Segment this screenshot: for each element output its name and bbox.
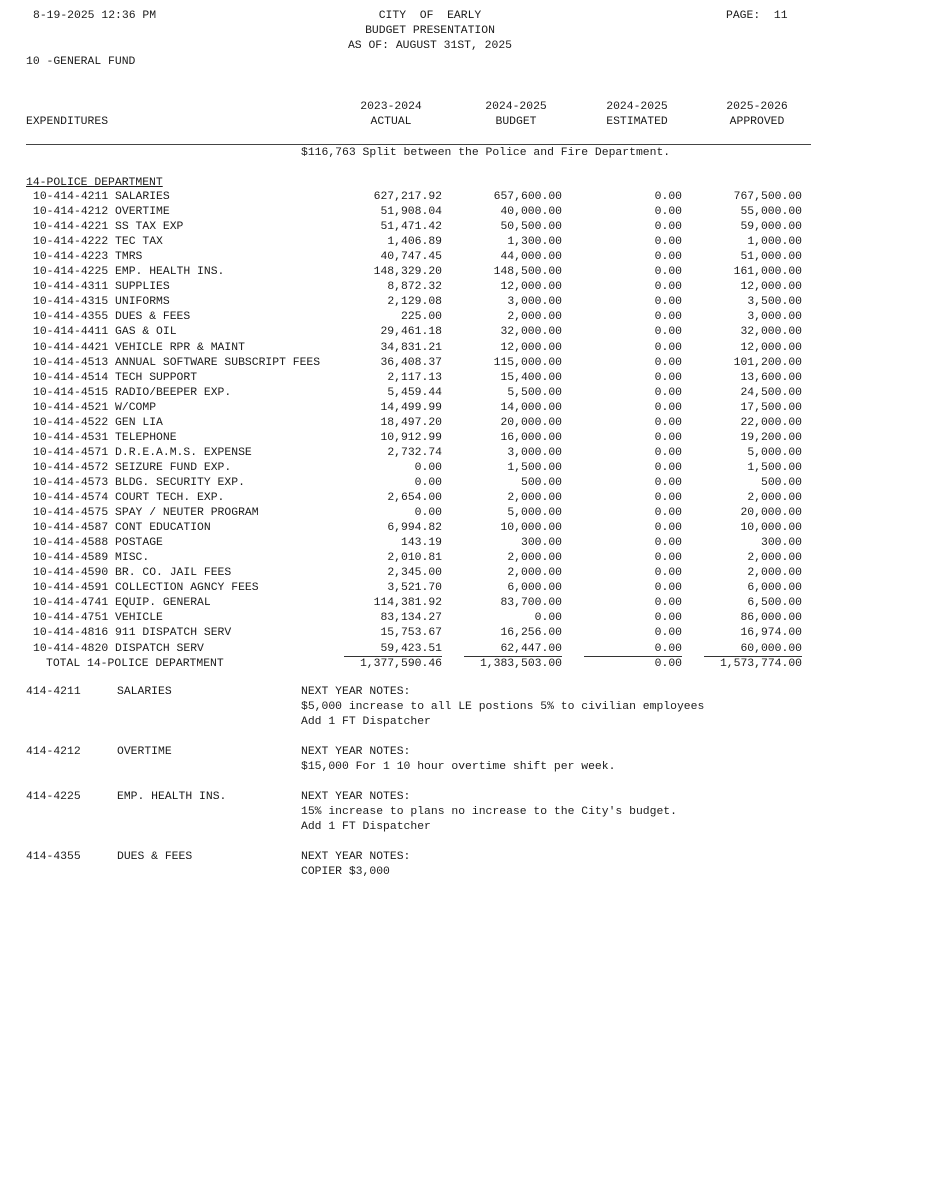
row-estimated: 0.00: [654, 461, 682, 474]
row-account: 10-414-4589 MISC.: [33, 552, 150, 565]
row-account: 10-414-4221 SS TAX EXP: [33, 221, 184, 234]
row-approved: 13,600.00: [740, 371, 802, 384]
col-actual-label: ACTUAL: [370, 116, 412, 128]
table-row: [0, 191, 927, 206]
row-approved: 1,000.00: [747, 236, 802, 249]
row-account: 10-414-4514 TECH SUPPORT: [33, 371, 198, 384]
row-approved: 1,500.00: [747, 461, 802, 474]
table-row: [0, 447, 927, 462]
row-approved: 101,200.00: [733, 356, 802, 369]
table-row: [0, 417, 927, 432]
row-account: 10-414-4411 GAS & OIL: [33, 326, 177, 339]
row-account: 10-414-4223 TMRS: [33, 251, 143, 264]
table-row: [0, 402, 927, 417]
row-account: 10-414-4741 EQUIP. GENERAL: [33, 597, 211, 610]
row-estimated: 0.00: [654, 386, 682, 399]
row-account: 10-414-4515 RADIO/BEEPER EXP.: [33, 386, 232, 399]
split-note: $116,763 Split between the Police and Fire Department.: [301, 147, 671, 159]
total-row: [0, 658, 927, 673]
row-account: 10-414-4572 SEIZURE FUND EXP.: [33, 461, 232, 474]
row-budget: 148,500.00: [493, 266, 562, 279]
row-estimated: 0.00: [654, 416, 682, 429]
row-estimated: 0.00: [654, 507, 682, 520]
row-budget: 20,000.00: [500, 416, 562, 429]
table-row: [0, 206, 927, 221]
row-approved: 24,500.00: [740, 386, 802, 399]
subtotal-rule: [344, 656, 442, 657]
row-actual: 8,872.32: [387, 281, 442, 294]
row-account: 10-414-4355 DUES & FEES: [33, 311, 191, 324]
table-row: [0, 266, 927, 281]
row-account: 10-414-4522 GEN LIA: [33, 416, 163, 429]
row-estimated: 0.00: [654, 251, 682, 264]
section-label: EXPENDITURES: [26, 116, 109, 128]
row-approved: 17,500.00: [740, 401, 802, 414]
row-budget: 115,000.00: [493, 356, 562, 369]
table-row: [0, 507, 927, 522]
row-budget: 12,000.00: [500, 341, 562, 354]
note-account-code: 414-4211: [26, 686, 81, 698]
note-heading: NEXT YEAR NOTES:: [301, 746, 411, 758]
row-estimated: 0.00: [654, 642, 682, 655]
table-row: [0, 221, 927, 236]
row-actual: 36,408.37: [380, 356, 442, 369]
row-budget: 6,000.00: [507, 582, 562, 595]
row-approved: 55,000.00: [740, 206, 802, 219]
note-line: $5,000 increase to all LE postions 5% to civilian employees: [301, 701, 705, 713]
row-approved: 32,000.00: [740, 326, 802, 339]
row-estimated: 0.00: [654, 311, 682, 324]
row-estimated: 0.00: [654, 522, 682, 535]
row-actual: 15,753.67: [380, 627, 442, 640]
row-approved: 5,000.00: [747, 446, 802, 459]
note-heading: NEXT YEAR NOTES:: [301, 686, 411, 698]
row-budget: 300.00: [520, 537, 562, 550]
row-approved: 500.00: [760, 476, 802, 489]
col-approved-year: 2025-2026: [726, 101, 788, 113]
row-actual: 2,117.13: [387, 371, 442, 384]
row-approved: 3,500.00: [747, 296, 802, 309]
subtotal-rule: [584, 656, 682, 657]
row-actual: 40,747.45: [380, 251, 442, 264]
row-approved: 19,200.00: [740, 431, 802, 444]
row-actual: 627,217.92: [373, 191, 442, 203]
total-label: TOTAL 14-POLICE DEPARTMENT: [46, 657, 224, 670]
row-actual: 2,010.81: [387, 552, 442, 565]
row-account: 10-414-4571 D.R.E.A.M.S. EXPENSE: [33, 446, 252, 459]
row-budget: 0.00: [534, 612, 562, 625]
page-indicator: [726, 10, 788, 22]
table-row: [0, 357, 927, 372]
row-estimated: 0.00: [654, 537, 682, 550]
row-budget: 15,400.00: [500, 371, 562, 384]
note-category: DUES & FEES: [117, 851, 193, 863]
row-budget: 1,300.00: [507, 236, 562, 249]
row-account: 10-414-4225 EMP. HEALTH INS.: [33, 266, 225, 279]
row-estimated: 0.00: [654, 582, 682, 595]
note-line: COPIER $3,000: [301, 866, 390, 878]
row-account: 10-414-4820 DISPATCH SERV: [33, 642, 204, 655]
row-account: 10-414-4590 BR. CO. JAIL FEES: [33, 567, 232, 580]
table-row: [0, 372, 927, 387]
row-estimated: 0.00: [654, 326, 682, 339]
row-budget: 2,000.00: [507, 311, 562, 324]
note-line: Add 1 FT Dispatcher: [301, 716, 431, 728]
report-timestamp: 8-19-2025 12:36 PM: [33, 10, 157, 22]
row-actual: 2,345.00: [387, 567, 442, 580]
col-estimated-year: 2024-2025: [606, 101, 668, 113]
row-budget: 50,500.00: [500, 221, 562, 234]
row-approved: 51,000.00: [740, 251, 802, 264]
row-approved: 161,000.00: [733, 266, 802, 279]
row-budget: 12,000.00: [500, 281, 562, 294]
row-estimated: 0.00: [654, 476, 682, 489]
row-budget: 44,000.00: [500, 251, 562, 264]
note-category: SALARIES: [117, 686, 172, 698]
row-actual: 0.00: [414, 507, 442, 520]
col-budget-label: BUDGET: [495, 116, 537, 128]
row-approved: 3,000.00: [747, 311, 802, 324]
row-approved: 6,000.00: [747, 582, 802, 595]
row-budget: 500.00: [520, 476, 562, 489]
row-account: 10-414-4574 COURT TECH. EXP.: [33, 492, 225, 504]
col-actual-year: 2023-2024: [360, 101, 422, 113]
report-as-of-date: AS OF: AUGUST 31ST, 2025: [347, 40, 513, 52]
table-row: [0, 477, 927, 492]
note-line: 15% increase to plans no increase to the City's budget.: [301, 806, 677, 818]
row-approved: 6,500.00: [747, 597, 802, 610]
table-row: [0, 296, 927, 311]
table-row: [0, 552, 927, 567]
table-row: [0, 492, 927, 507]
row-approved: 16,974.00: [740, 627, 802, 640]
row-estimated: 0.00: [654, 431, 682, 444]
row-approved: 59,000.00: [740, 221, 802, 234]
report-title: BUDGET PRESENTATION: [365, 25, 495, 37]
row-approved: 20,000.00: [740, 507, 802, 520]
row-budget: 1,500.00: [507, 461, 562, 474]
row-account: 10-414-4315 UNIFORMS: [33, 296, 170, 309]
note-line: $15,000 For 1 10 hour overtime shift per week.: [301, 761, 616, 773]
row-account: 10-414-4212 OVERTIME: [33, 206, 170, 219]
row-budget: 16,000.00: [500, 431, 562, 444]
row-estimated: 0.00: [654, 567, 682, 580]
row-approved: 10,000.00: [740, 522, 802, 535]
row-actual: 83,134.27: [380, 612, 442, 625]
row-actual: 0.00: [414, 461, 442, 474]
header-divider: [26, 144, 811, 145]
row-account: 10-414-4587 CONT EDUCATION: [33, 522, 211, 535]
row-actual: 2,732.74: [387, 446, 442, 459]
table-row: [0, 627, 927, 642]
row-budget: 2,000.00: [507, 492, 562, 504]
table-row: [0, 537, 927, 552]
table-row: [0, 462, 927, 477]
page-label: PAGE:: [726, 10, 761, 22]
row-account: 10-414-4222 TEC TAX: [33, 236, 163, 249]
table-row: [0, 311, 927, 326]
row-actual: 143.19: [400, 537, 442, 550]
row-account: 10-414-4588 POSTAGE: [33, 537, 163, 550]
row-approved: 12,000.00: [740, 281, 802, 294]
row-approved: 12,000.00: [740, 341, 802, 354]
row-actual: 29,461.18: [380, 326, 442, 339]
department-heading: 14-POLICE DEPARTMENT: [26, 177, 163, 189]
row-actual: 59,423.51: [380, 642, 442, 655]
row-account: 10-414-4591 COLLECTION AGNCY FEES: [33, 582, 259, 595]
note-account-code: 414-4212: [26, 746, 81, 758]
row-estimated: 0.00: [654, 341, 682, 354]
row-actual: 225.00: [400, 311, 442, 324]
row-budget: 657,600.00: [493, 191, 562, 203]
row-estimated: 0.00: [654, 221, 682, 234]
row-budget: 5,500.00: [507, 386, 562, 399]
total-approved: 1,573,774.00: [719, 657, 802, 670]
note-heading: NEXT YEAR NOTES:: [301, 791, 411, 803]
subtotal-rule: [464, 656, 562, 657]
col-estimated-label: ESTIMATED: [606, 116, 668, 128]
note-category: OVERTIME: [117, 746, 172, 758]
table-row: [0, 342, 927, 357]
row-estimated: 0.00: [654, 296, 682, 309]
row-approved: 2,000.00: [747, 552, 802, 565]
row-budget: 83,700.00: [500, 597, 562, 610]
row-estimated: 0.00: [654, 492, 682, 504]
row-budget: 2,000.00: [507, 567, 562, 580]
row-approved: 22,000.00: [740, 416, 802, 429]
table-row: [0, 387, 927, 402]
row-budget: 3,000.00: [507, 296, 562, 309]
row-account: 10-414-4816 911 DISPATCH SERV: [33, 627, 232, 640]
row-budget: 2,000.00: [507, 552, 562, 565]
row-approved: 86,000.00: [740, 612, 802, 625]
table-row: [0, 236, 927, 251]
row-estimated: 0.00: [654, 266, 682, 279]
col-budget-year: 2024-2025: [485, 101, 547, 113]
row-approved: 2,000.00: [747, 492, 802, 504]
row-estimated: 0.00: [654, 627, 682, 640]
row-estimated: 0.00: [654, 206, 682, 219]
row-account: 10-414-4421 VEHICLE RPR & MAINT: [33, 341, 245, 354]
row-actual: 10,912.99: [380, 431, 442, 444]
row-actual: 2,654.00: [387, 492, 442, 504]
row-account: 10-414-4573 BLDG. SECURITY EXP.: [33, 476, 245, 489]
row-estimated: 0.00: [654, 236, 682, 249]
row-actual: 6,994.82: [387, 522, 442, 535]
row-estimated: 0.00: [654, 446, 682, 459]
note-account-code: 414-4225: [26, 791, 81, 803]
fund-name: 10 -GENERAL FUND: [26, 56, 136, 68]
table-row: [0, 567, 927, 582]
row-budget: 5,000.00: [507, 507, 562, 520]
row-budget: 3,000.00: [507, 446, 562, 459]
subtotal-rule: [704, 656, 802, 657]
row-budget: 32,000.00: [500, 326, 562, 339]
row-actual: 5,459.44: [387, 386, 442, 399]
row-approved: 60,000.00: [740, 642, 802, 655]
note-account-code: 414-4355: [26, 851, 81, 863]
note-category: EMP. HEALTH INS.: [117, 791, 227, 803]
row-estimated: 0.00: [654, 371, 682, 384]
table-row: [0, 326, 927, 341]
row-approved: 300.00: [760, 537, 802, 550]
row-estimated: 0.00: [654, 281, 682, 294]
row-actual: 2,129.08: [387, 296, 442, 309]
total-actual: 1,377,590.46: [359, 657, 442, 670]
row-account: 10-414-4531 TELEPHONE: [33, 431, 177, 444]
row-account: 10-414-4751 VEHICLE: [33, 612, 163, 625]
note-heading: NEXT YEAR NOTES:: [301, 851, 411, 863]
total-budget: 1,383,503.00: [479, 657, 562, 670]
row-account: 10-414-4311 SUPPLIES: [33, 281, 170, 294]
table-row: [0, 597, 927, 612]
row-budget: 62,447.00: [500, 642, 562, 655]
row-estimated: 0.00: [654, 356, 682, 369]
row-actual: 1,406.89: [387, 236, 442, 249]
row-budget: 14,000.00: [500, 401, 562, 414]
row-approved: 767,500.00: [733, 191, 802, 203]
row-actual: 148,329.20: [373, 266, 442, 279]
total-estimated: 0.00: [654, 657, 682, 670]
row-estimated: 0.00: [654, 612, 682, 625]
table-row: [0, 281, 927, 296]
row-actual: 51,908.04: [380, 206, 442, 219]
row-account: 10-414-4513 ANNUAL SOFTWARE SUBSCRIPT FEES: [33, 356, 321, 369]
row-budget: 10,000.00: [500, 522, 562, 535]
row-approved: 2,000.00: [747, 567, 802, 580]
table-row: [0, 432, 927, 447]
row-actual: 34,831.21: [380, 341, 442, 354]
page-number: 11: [773, 10, 788, 22]
row-account: 10-414-4211 SALARIES: [33, 191, 170, 203]
table-row: [0, 251, 927, 266]
organization-name: CITY OF EARLY: [378, 10, 482, 22]
table-row: [0, 582, 927, 597]
row-account: 10-414-4521 W/COMP: [33, 401, 157, 414]
row-actual: 14,499.99: [380, 401, 442, 414]
row-budget: 40,000.00: [500, 206, 562, 219]
row-actual: 3,521.70: [387, 582, 442, 595]
row-actual: 0.00: [414, 476, 442, 489]
row-estimated: 0.00: [654, 597, 682, 610]
note-line: Add 1 FT Dispatcher: [301, 821, 431, 833]
col-approved-label: APPROVED: [729, 116, 785, 128]
row-account: 10-414-4575 SPAY / NEUTER PROGRAM: [33, 507, 259, 520]
row-estimated: 0.00: [654, 191, 682, 203]
table-row: [0, 612, 927, 627]
row-actual: 114,381.92: [373, 597, 442, 610]
row-actual: 51,471.42: [380, 221, 442, 234]
row-estimated: 0.00: [654, 401, 682, 414]
row-actual: 18,497.20: [380, 416, 442, 429]
row-estimated: 0.00: [654, 552, 682, 565]
table-row: [0, 522, 927, 537]
row-budget: 16,256.00: [500, 627, 562, 640]
